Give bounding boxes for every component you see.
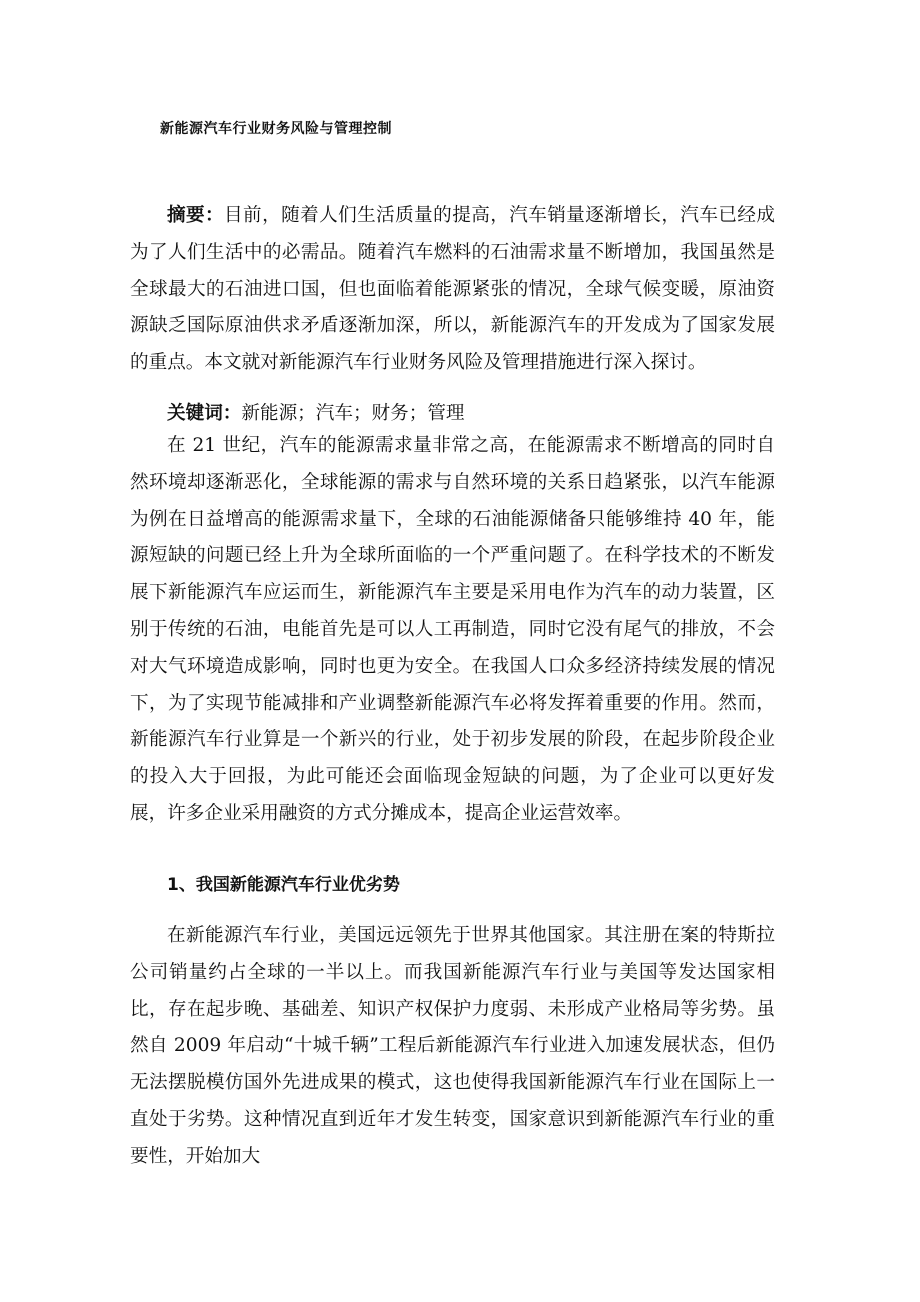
intro-paragraph: 在 21 世纪，汽车的能源需求量非常之高，在能源需求不断增高的同时自然环境却逐渐恶化，全球能源的需求与自然环境的关系日趋紧张，以汽车能源为例在日益增高的能源需求量下，全球的石油能源储备只能够维持 40 年，能源短缺的问题已经上升为全球所面临的一个严重问题了。在科学技术的不断发展下新能源汽车应运而生，新能源汽车主要是采用电作为汽车的动力装置，区别于传统的石油，电能首先是可以人工再制造，同时它没有尾气的排放，不会对大气环境造成影响，同时也更为安全。在我国人口众多经济持续发展的情况下，为了实现节能减排和产业调整新能源汽车必将发挥着重要的作用。然而，新能源汽车行业算是一个新兴的行业，处于初步发展的阶段，在起步阶段企业的投入大于回报，为此可能还会面临现金短缺的问题，为了企业可以更好发展，许多企业采用融资的方式分摊成本，提高企业运营效率。 [130, 435, 775, 824]
keywords-label: 关键词： [167, 403, 242, 424]
section-1-paragraph: 在新能源汽车行业，美国远远领先于世界其他国家。其注册在案的特斯拉公司销量约占全球的一半以上。而我国新能源汽车行业与美国等发达国家相比，存在起步晚、基础差、知识产权保护力度弱、未形成产业格局等劣势。虽然自 2009 年启动“十城千辆”工程后新能源汽车行业进入加速发展状态，但仍无法摆脱模仿国外先进成果的模式，这也使得我国新能源汽车行业在国际上一直处于劣势。这种情况直到近年才发生转变，国家意识到新能源汽车行业的重要性，开始加大 [130, 925, 775, 1167]
document-title: 新能源汽车行业财务风险与管理控制 [160, 121, 392, 137]
abstract-label: 摘要： [167, 205, 225, 226]
abstract-text: 目前，随着人们生活质量的提高，汽车销量逐渐增长，汽车已经成为了人们生活中的必需品。随着汽车燃料的石油需求量不断增加，我国虽然是全球最大的石油进口国，但也面临着能源紧张的情况，全球气候变暖，原油资源缺乏国际原油供求矛盾逐渐加深，所以，新能源汽车的开发成为了国家发展的重点。本文就对新能源汽车行业财务风险及管理措施进行深入探讨。 [130, 205, 775, 374]
section-1-heading: 1、我国新能源汽车行业优劣势 [167, 875, 400, 895]
keywords-text: 新能源；汽车；财务；管理 [241, 403, 465, 424]
abstract-paragraph [130, 198, 775, 382]
